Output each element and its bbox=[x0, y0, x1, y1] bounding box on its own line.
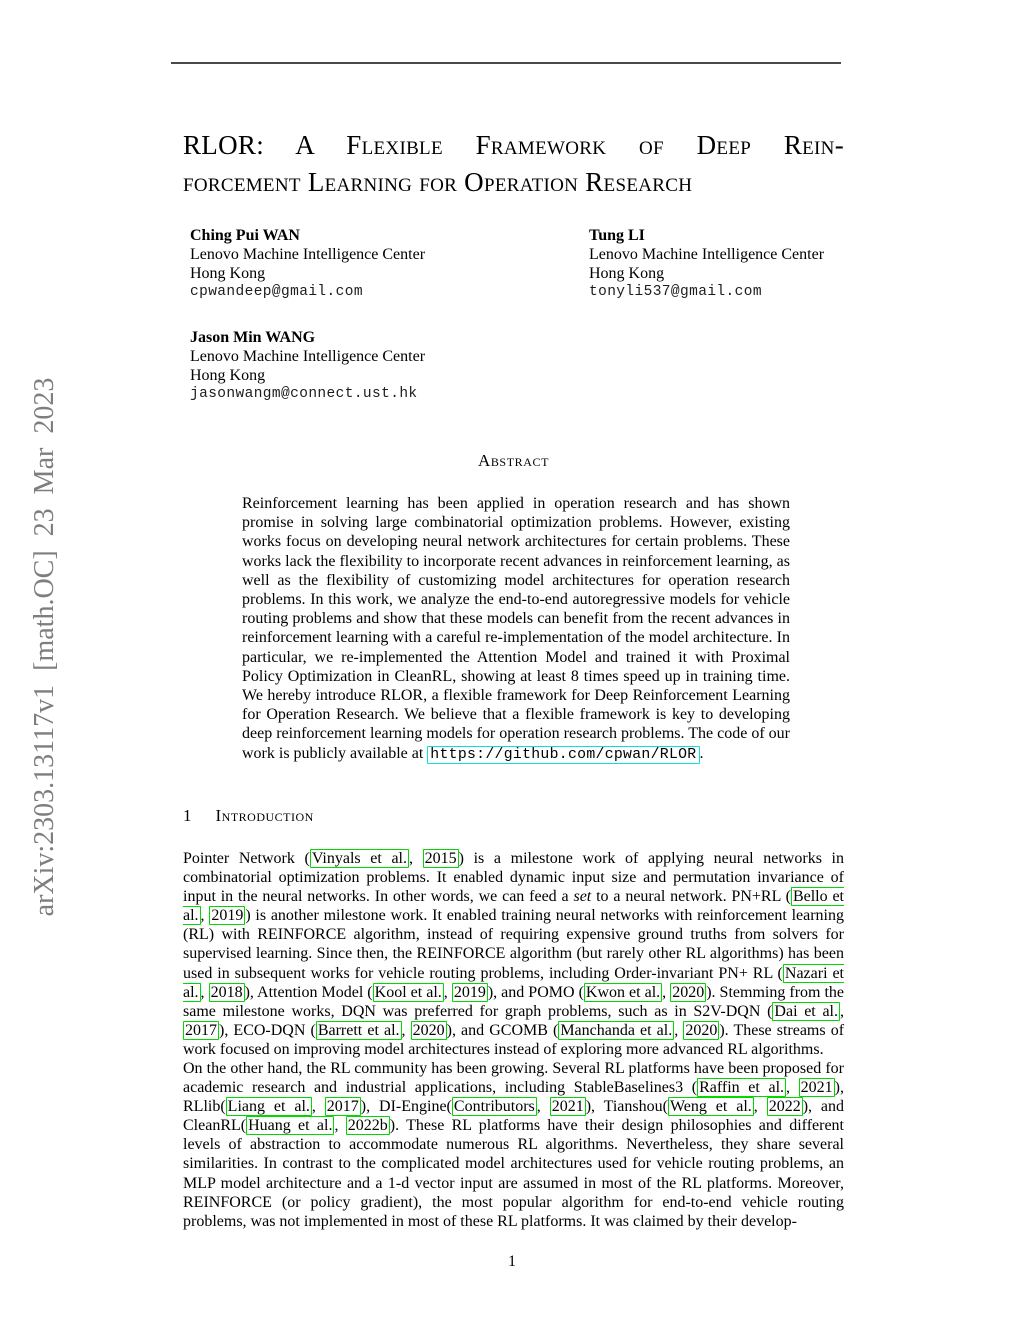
citation-link[interactable]: 2017 bbox=[185, 1021, 217, 1039]
author-affiliation: Lenovo Machine Intelligence Center bbox=[190, 245, 426, 263]
text-segment: ) is a milestone work of applying neural networks in combinatorial optimization problems. It enabled dynamic input size and permutation invariance of input in the neural networks. In other words, we can feed a bbox=[183, 850, 844, 906]
author-email: jasonwangm@connect.ust.hk bbox=[190, 386, 418, 403]
paper-title bbox=[183, 127, 844, 201]
citation-link[interactable]: 2020 bbox=[412, 1021, 445, 1039]
author-name: Ching Pui WAN bbox=[190, 227, 300, 244]
citation-link[interactable]: Kwon et al. bbox=[585, 983, 661, 1001]
citation-link[interactable]: 2019 bbox=[211, 907, 244, 925]
citation-link[interactable]: Raffin et al. bbox=[699, 1079, 785, 1097]
citation-link[interactable]: 2022b bbox=[347, 1117, 388, 1135]
text-segment: Pointer Network ( bbox=[183, 850, 310, 867]
citation-link[interactable]: 2021 bbox=[800, 1079, 833, 1097]
section-heading-introduction bbox=[183, 806, 844, 826]
author-name: Tung LI bbox=[589, 227, 645, 244]
text-segment: , bbox=[786, 1079, 799, 1097]
text-segment: . bbox=[699, 744, 704, 762]
citation-link[interactable]: 2020 bbox=[685, 1021, 718, 1039]
citation-link[interactable]: 2020 bbox=[672, 983, 705, 1001]
text-segment: ), and CleanRL( bbox=[183, 1098, 845, 1135]
text-segment: , bbox=[753, 1098, 767, 1116]
citation-link[interactable]: Kool et al. bbox=[374, 983, 442, 1001]
citation-link[interactable]: Contributors bbox=[453, 1098, 535, 1116]
text-segment: ), ECO-DQN ( bbox=[219, 1021, 316, 1039]
emphasized-text: set bbox=[573, 888, 592, 906]
text-segment: ). These streams of work focused on improving model architectures instead of exploring more advanced RL algorithms. bbox=[183, 1021, 845, 1058]
text-segment: ), and GCOMB ( bbox=[446, 1021, 559, 1039]
text-segment: , bbox=[200, 907, 210, 925]
author-block-1 bbox=[190, 227, 590, 302]
author-block-2 bbox=[589, 227, 989, 302]
paper-title-line-2: forcement Learning for Operation Research bbox=[183, 167, 693, 197]
text-segment: , bbox=[443, 983, 452, 1001]
text-segment: ), and POMO ( bbox=[487, 983, 584, 1001]
text-segment: ) is another milestone work. It enabled training neural networks with reinforcement learning (RL) with REINFORCE algorithm, instead of requiring expensive ground truths from solvers for supervised learning. Since then, the REINFORCE algorithm (but rarely other RL algorithms) has been used in subsequent works for vehicle routing problems, including Order-invariant PN+ RL ( bbox=[183, 907, 844, 982]
arxiv-watermark: arXiv:2303.13117v1 [math.OC] 23 Mar 2023 bbox=[29, 377, 60, 917]
text-segment: , bbox=[662, 983, 671, 1001]
author-block-3 bbox=[190, 329, 590, 404]
citation-link[interactable]: 2021 bbox=[551, 1098, 584, 1116]
text-segment: ), DI-Engine( bbox=[360, 1098, 452, 1116]
citation-link[interactable]: 2019 bbox=[453, 983, 486, 1001]
author-name: Jason Min WANG bbox=[190, 329, 316, 346]
citation-link[interactable]: Bello et al. bbox=[183, 888, 844, 925]
text-segment: ), Attention Model ( bbox=[244, 983, 373, 1001]
author-email: cpwandeep@gmail.com bbox=[190, 284, 363, 301]
citation-link[interactable]: Liang et al. bbox=[227, 1098, 310, 1116]
text-segment: , bbox=[200, 983, 209, 1001]
citation-link[interactable]: Manchanda et al. bbox=[560, 1021, 673, 1039]
citation-link[interactable]: Barrett et al. bbox=[317, 1021, 400, 1039]
author-location: Hong Kong bbox=[190, 264, 266, 282]
intro-paragraph-1 bbox=[183, 849, 844, 1059]
header-rule bbox=[171, 62, 841, 64]
text-segment: , bbox=[401, 1021, 411, 1039]
text-segment: ). These RL platforms have their design philosophies and different levels of abstraction to accommodate numerous RL algorithms. Nevertheless, they share several similarities. In contrast to the complicated model architectures used for vehicle routing problems, an MLP model architecture and a 1-d vector input are assumed in most of the RL platforms. Moreover, REINFORCE (or policy gradient), the most popular algorithm for end-to-end vehicle routing problems, was not implemented in most of these RL platforms. It was claimed by their develop- bbox=[183, 1117, 844, 1230]
citation-link[interactable]: 2017 bbox=[326, 1098, 359, 1116]
text-segment: , bbox=[674, 1021, 684, 1039]
text-segment: On the other hand, the RL community has been growing. Several RL platforms have been proposed for academic research and industrial applications, including StableBaselines3 ( bbox=[183, 1060, 844, 1097]
author-affiliation: Lenovo Machine Intelligence Center bbox=[190, 347, 426, 365]
text-segment: , bbox=[334, 1117, 346, 1135]
citation-link[interactable]: Weng et al. bbox=[669, 1098, 752, 1116]
citation-link[interactable]: 2022 bbox=[768, 1098, 801, 1116]
citation-link[interactable]: Vinyals et al. bbox=[311, 850, 407, 867]
citation-link[interactable]: 2015 bbox=[424, 850, 457, 867]
author-location: Hong Kong bbox=[190, 366, 266, 384]
abstract-heading: Abstract bbox=[477, 451, 550, 470]
text-segment: , bbox=[536, 1098, 550, 1116]
section-number: 1 bbox=[183, 806, 192, 825]
author-location: Hong Kong bbox=[589, 264, 665, 282]
abstract-text bbox=[242, 494, 790, 765]
author-affiliation: Lenovo Machine Intelligence Center bbox=[589, 245, 825, 263]
citation-link[interactable]: Dai et al. bbox=[774, 1002, 838, 1020]
text-segment: to a neural network. PN+RL ( bbox=[591, 888, 791, 906]
citation-link[interactable]: Nazari et al. bbox=[183, 964, 844, 1001]
text-segment: Reinforcement learning has been applied in operation research and has shown promise in solving large combinatorial optimization problems. However, existing works focus on developing neural network architectures for certain problems. These works lack the flexibility to incorporate recent advances in reinforcement learning, as well as the flexibility of customizing model architectures for operation research problems. In this work, we analyze the end-to-end autoregressive models for vehicle routing problems and show that these models can benefit from the recent advances in reinforcement learning with a careful re-implementation of the model architecture. In particular, we re-implemented the Attention Model and trained it with Proximal Policy Optimization in CleanRL, showing at least 8 times speed up in training time. We hereby introduce RLOR, a flexible framework for Deep Reinforcement Learning for Operation Research. We believe that a flexible framework is key to developing deep reinforcement learning models for operation research problems. The code of our work is publicly available at bbox=[242, 495, 790, 762]
paper-title-line-1: RLOR: A Flexible Framework of Deep Rein- bbox=[183, 130, 844, 160]
text-segment: ). Stemming from the same milestone works, DQN was preferred for graph problems, such as in S2V-DQN ( bbox=[183, 983, 845, 1020]
citation-link[interactable]: Huang et al. bbox=[248, 1117, 333, 1135]
section-title: Introduction bbox=[215, 806, 314, 825]
citation-link[interactable]: 2018 bbox=[210, 983, 243, 1001]
text-segment: , bbox=[409, 850, 423, 867]
text-segment: ), RLlib( bbox=[183, 1079, 844, 1116]
intro-paragraph-2 bbox=[183, 1059, 844, 1231]
text-segment: , bbox=[840, 1002, 844, 1020]
page-number: 1 bbox=[508, 1253, 516, 1270]
text-segment: ), Tianshou( bbox=[585, 1098, 668, 1116]
url-link[interactable]: https://github.com/cpwan/RLOR bbox=[427, 746, 699, 764]
text-segment: , bbox=[311, 1098, 325, 1116]
author-email: tonyli537@gmail.com bbox=[589, 284, 762, 301]
